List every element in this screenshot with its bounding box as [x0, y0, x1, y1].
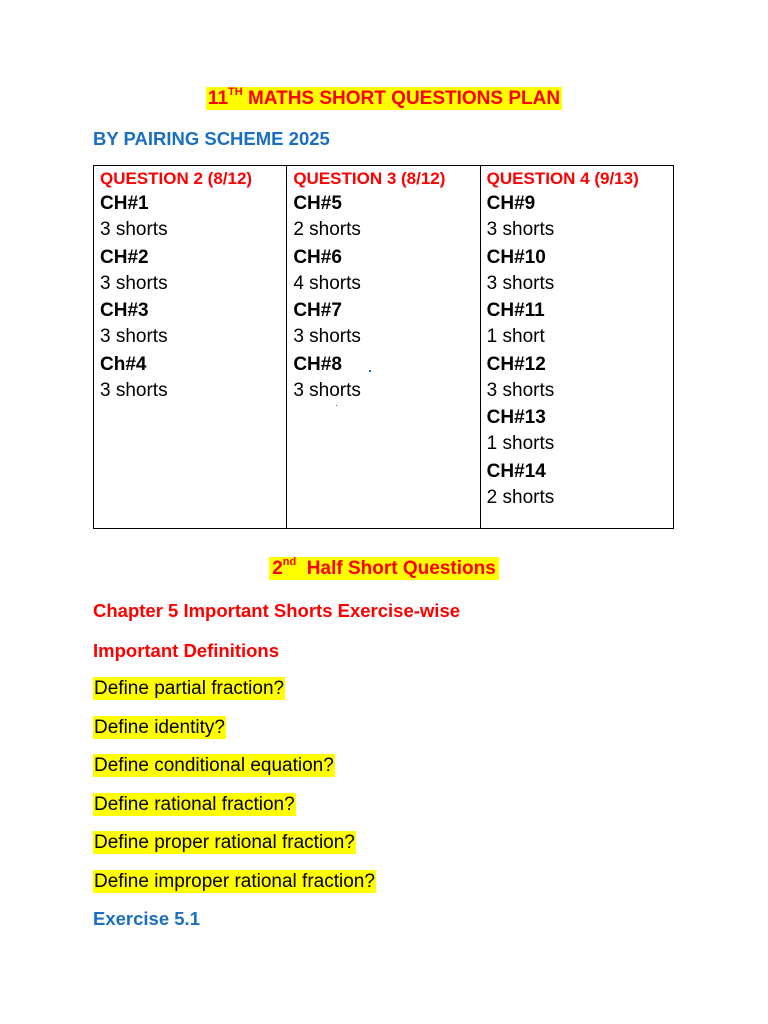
chapter-count: 3 shorts [486, 272, 555, 294]
second-half-title-highlight [269, 557, 499, 580]
document-title-highlight [206, 87, 562, 110]
question-4-column [480, 166, 673, 529]
chapter-count: 1 shorts [486, 433, 555, 454]
chapter-count: 3 shorts [100, 219, 168, 240]
chapter-label: CH#10 [486, 246, 546, 268]
definition-item [93, 794, 296, 816]
column-header: QUESTION 4 (9/13) [486, 169, 639, 188]
half-title-number: 2 [272, 558, 283, 579]
chapter-count: 3 shorts [100, 272, 168, 294]
chapter-label: Ch#4 [100, 353, 147, 375]
chapter-label: CH#3 [100, 300, 149, 321]
definitions-heading: Important Definitions [93, 640, 280, 661]
title-text: MATHS SHORT QUESTIONS PLAN [242, 88, 561, 109]
definition-text: Define rational fraction? [94, 794, 295, 815]
exercise-heading: Exercise 5.1 [93, 908, 200, 929]
table-row [94, 166, 674, 529]
short-questions-plan-table [93, 165, 674, 529]
chapter-label: CH#11 [486, 300, 545, 321]
definition-text: Define proper rational fraction? [94, 832, 355, 853]
definition-item [93, 678, 285, 700]
chapter-label: CH#7 [293, 300, 342, 321]
column-header: QUESTION 3 (8/12) [293, 169, 446, 188]
chapter-count: 4 shorts [293, 272, 361, 294]
half-title-text: Half Short Questions [296, 558, 496, 579]
definition-item [93, 832, 356, 854]
title-superscript: TH [228, 86, 243, 98]
question-2-column [94, 166, 287, 529]
definition-text: Define partial fraction? [94, 678, 285, 699]
column-header: QUESTION 2 (8/12) [100, 169, 253, 188]
definition-item [93, 755, 335, 777]
chapter-label: CH#8 [293, 353, 342, 375]
chapter-label: CH#5 [293, 193, 342, 214]
chapter-count: 3 shorts [293, 326, 361, 347]
chapter-label: CH#12 [486, 353, 546, 375]
chapter-label: CH#6 [293, 246, 342, 268]
chapter-heading: Chapter 5 Important Shorts Exercise-wise [93, 600, 461, 621]
chapter-label: CH#2 [100, 246, 149, 268]
second-half-title [0, 558, 768, 580]
stray-dot [336, 405, 337, 406]
chapter-count: 3 shorts [486, 219, 555, 240]
definition-text: Define improper rational fraction? [94, 871, 375, 892]
chapter-count: 2 shorts [293, 219, 361, 240]
definition-text: Define conditional equation? [94, 755, 334, 776]
chapter-label: CH#9 [486, 193, 536, 214]
question-3-column [287, 166, 480, 529]
definition-item [93, 717, 226, 739]
chapter-label: CH#1 [100, 193, 149, 214]
document-title [0, 88, 768, 110]
chapter-count: 3 shorts [293, 379, 361, 401]
chapter-count: 3 shorts [100, 326, 168, 347]
chapter-count: 2 shorts [486, 486, 555, 508]
chapter-count: 3 shorts [100, 379, 168, 401]
definition-text: Define identity? [94, 717, 225, 738]
document-subtitle: BY PAIRING SCHEME 2025 [93, 128, 330, 149]
chapter-label: CH#14 [486, 460, 546, 482]
definition-item [93, 871, 376, 893]
chapter-count: 3 shorts [486, 379, 555, 401]
title-number: 11 [207, 88, 229, 109]
chapter-label: CH#13 [486, 407, 546, 428]
stray-dot [369, 370, 371, 372]
half-title-superscript: nd [282, 556, 297, 568]
chapter-count: 1 short [486, 326, 545, 347]
